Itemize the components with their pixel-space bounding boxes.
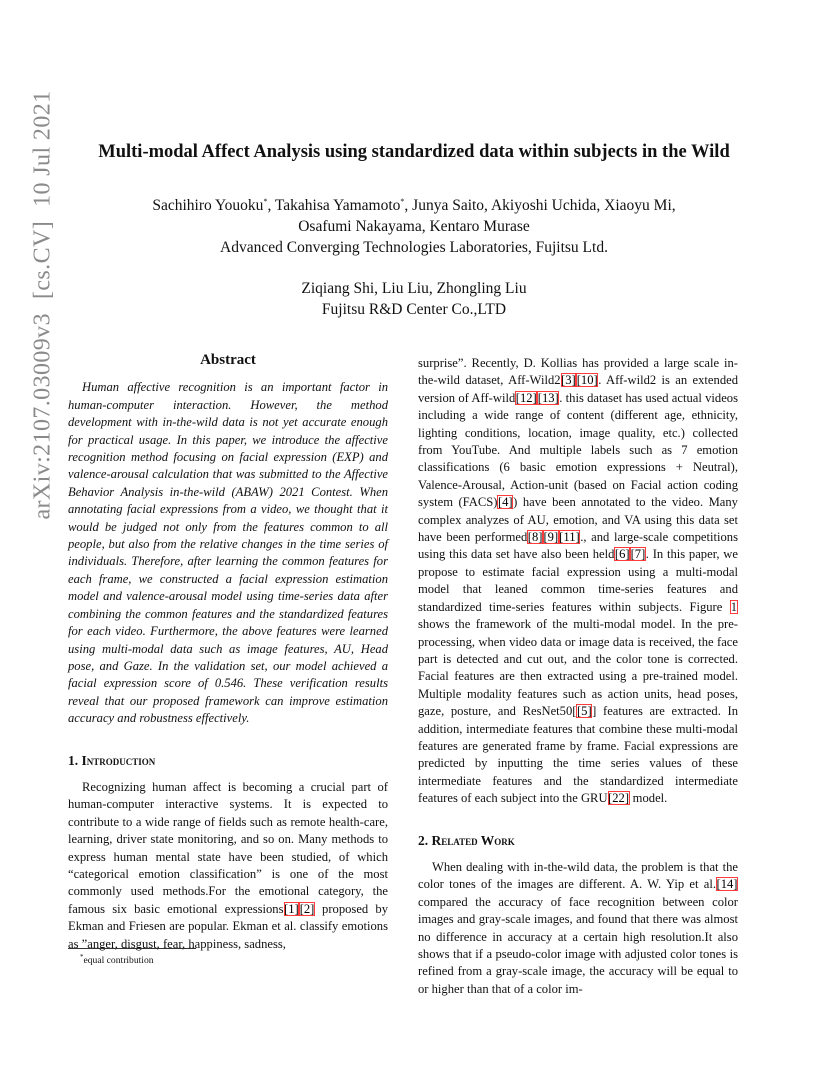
citation-link[interactable]: [3] xyxy=(561,373,576,388)
text-run: shows the framework of the multi-modal model. In the pre-processing, when video data or image data is received, the face part is detected and cut out, and the color tone is corrected. Facial features are then extracted using a pre-trained model. Multiple modality features such as action units, head poses, gaze, posture, and ResNet50[ xyxy=(418,617,738,719)
authors-line-1 xyxy=(90,195,738,216)
authors-line-2: Osafumi Nakayama, Kentaro Murase xyxy=(298,218,530,235)
text-run: . In this paper, we propose to estimate facial expression using a multi-modal model that leaned common time-series features and standardized time-series features within subjects. Figure xyxy=(418,547,738,614)
section-heading-introduction: 1. Introduction xyxy=(68,752,156,768)
citation-link[interactable]: [9] xyxy=(543,530,559,545)
text-run: ) have been annotated to the video. Many complex analyzes of AU, emotion, and VA using this data set have been performed xyxy=(418,495,738,545)
text-run: ., and large-scale competitions using this data set have also been held xyxy=(418,530,738,562)
arxiv-date: 10 Jul 2021 xyxy=(29,90,56,207)
citation-link[interactable]: [10] xyxy=(576,373,598,388)
author-name: , Takahisa Yamamoto xyxy=(267,197,401,214)
left-column xyxy=(68,352,388,953)
text-run: When dealing with in-the-wild data, the problem is that the color tones of the images are different. A. W. Yip et al. xyxy=(418,859,738,892)
citation-link[interactable]: [1] xyxy=(284,901,299,916)
paper-title: Multi-modal Affect Analysis using standardized data within subjects in the Wild xyxy=(98,142,730,162)
citation-link[interactable]: [4] xyxy=(497,495,513,510)
related-paragraph-1 xyxy=(418,859,738,998)
author-block-1 xyxy=(90,195,738,258)
citation-link[interactable]: [13] xyxy=(537,390,559,405)
intro-paragraph-2 xyxy=(418,355,738,808)
affiliation-2: Fujitsu R&D Center Co.,LTD xyxy=(321,301,507,318)
text-run: surprise”. Recently, D. Kollias has provided a large scale in-the-wild dataset, Aff-Wild2 xyxy=(418,356,738,388)
right-column xyxy=(418,355,738,998)
citation-link[interactable]: [6] xyxy=(614,547,630,562)
section-heading-related-work: 2. Related Work xyxy=(418,832,515,848)
arxiv-stamp xyxy=(30,76,57,519)
intro-paragraph-1 xyxy=(68,779,388,953)
citation-link[interactable]: [5] xyxy=(576,704,592,719)
text-run: compared the accuracy of face recognition between color images and gray-scale images, and found that there was almost no difference in accuracy at a certain high resolution.It also shows that if a pseudo-color image with adjusted color tones is refined from a gray-scale image, the accuracy will be equal to or higher than that of a color im- xyxy=(418,894,738,996)
text-run: proposed by Ekman and Friesen are popular. Ekman et al. classify emotions as ”anger, disgust, fear, happiness, sadness, xyxy=(68,901,388,951)
equal-contribution-mark: * xyxy=(400,196,405,206)
text-run: . Aff-wild2 is an extended version of Aff-wild xyxy=(418,373,738,405)
text-run: ] features are extracted. In addition, intermediate features that combine these multi-modal features are generated frame by frame. Facial expressions are predicted by inputting the time series values of these intermediate features and the standardized intermediate features of each subject into the GRU xyxy=(418,704,738,806)
author-name: Sachihiro Youoku xyxy=(152,197,264,214)
text-run: model. xyxy=(629,791,668,806)
footnote-rule xyxy=(68,948,196,949)
equal-contribution-mark: * xyxy=(263,196,268,206)
citation-link[interactable]: [11] xyxy=(559,530,580,545)
author-names: , Junya Saito, Akiyoshi Uchida, Xiaoyu Mi, xyxy=(404,197,676,214)
text-run: . this dataset has used actual videos including a wide range of content (different age, ethnicity, lighting conditions, location, image quality, etc.) collected from YouTube. And multiple labels such as 7 emotion classifications (6 basic emotion expressions + Neutral), Valence-Arousal, Action-unit (based on Facial action coding system (FACS) xyxy=(418,390,738,510)
abstract-heading: Abstract xyxy=(200,352,256,368)
footnote-mark: * xyxy=(80,953,84,961)
footnote-text: equal contribution xyxy=(83,955,154,967)
abstract-text: Human affective recognition is an important factor in human-computer interaction. However, the method development with in-the-wild data is not yet accurate enough for practical usage. In this paper, we introduce the affective recognition method focusing on facial expression (EXP) and valence-arousal calculation that was submitted to the Affective Behavior Analysis in-the-wild (ABAW) 2021 Contest. When annotating facial expressions from a video, we thought that it would be judged not only from the features common to all people, but also from the relative changes in the time series of individuals. Therefore, after learning the common features for each frame, we constructed a facial expression estimation model and valence-arousal model using time-series data after combining the common features and the standardized features for each video. Furthermore, the above features were learned using multi-modal data such as image features, AU, Head pose, and Gaze. In the validation set, our model achieved a facial expression score of 0.546. These verification results reveal that our proposed framework can improve estimation accuracy and robustness effectively. xyxy=(68,380,388,726)
affiliation-1: Advanced Converging Technologies Laboratories, Fujitsu Ltd. xyxy=(220,239,608,256)
figure-link[interactable]: 1 xyxy=(730,599,737,614)
authors-group-2: Ziqiang Shi, Liu Liu, Zhongling Liu xyxy=(301,280,527,297)
citation-link[interactable]: [22] xyxy=(608,791,630,806)
arxiv-category: [cs.CV] xyxy=(29,220,56,300)
author-block-2 xyxy=(90,278,738,320)
citation-link[interactable]: [2] xyxy=(299,901,315,916)
citation-link[interactable]: [8] xyxy=(527,530,543,545)
arxiv-id: arXiv:2107.03009v3 xyxy=(29,313,56,520)
footnote xyxy=(80,953,154,966)
citation-link[interactable]: [7] xyxy=(630,547,646,562)
text-run: Recognizing human affect is becoming a crucial part of human-computer interactive systems. It is expected to contribute to a wide range of fields such as remote health-care, learning, driver state monitoring, and so on. Many methods to express human mental state have been studied, of which “categorical emotion classification” is one of the most commonly used methods.For the emotional category, the famous six basic emotional expressions xyxy=(68,779,388,916)
citation-link[interactable]: [12] xyxy=(515,390,537,405)
citation-link[interactable]: [14] xyxy=(716,877,738,892)
